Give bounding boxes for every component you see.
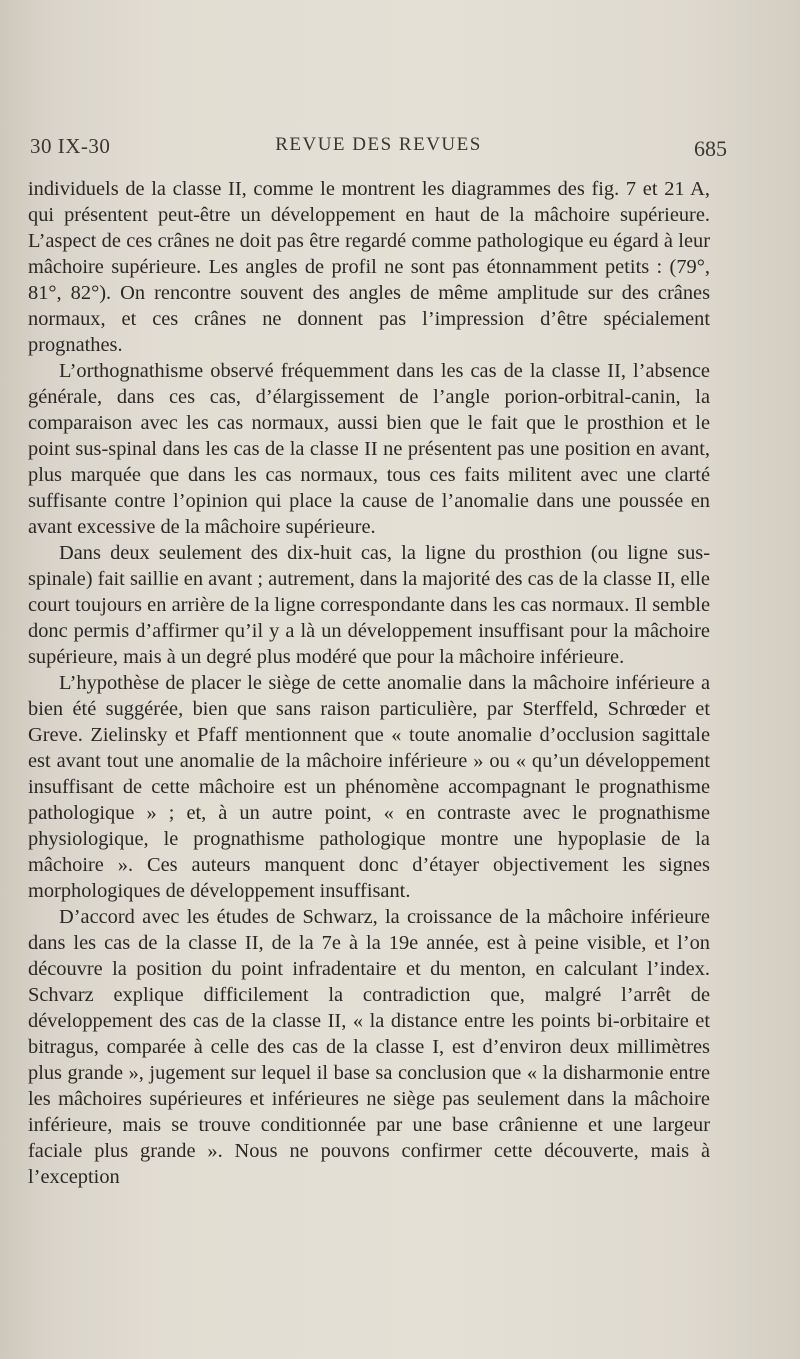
paragraph-schwarz: D’accord avec les études de Schwarz, la croissance de la mâchoire inférieure dans les cas de la classe II, de la 7e à la 19e année, est à peine visible, et l’on découvre la position du point infradentaire et du menton, en calculant l’index. Schvarz explique difficilement la contradiction que, malgré l’arrêt de développement des cas de la classe II, « la distance entre les points bi-orbitaire et bitragus, comparée à celle des cas de la classe I, est d’environ deux millimètres plus grande », jugement sur lequel il base sa conclusion que « la disharmonie entre les mâchoires supérieures et inférieures ne siège pas seulement dans la mâchoire inférieure, mais se trouve conditionnée par une base crânienne et une largeur faciale plus grande ». Nous ne pouvons confirmer cette découverte, mais à l’exception: [28, 906, 710, 1188]
running-title: REVUE DES REVUES: [275, 134, 482, 155]
paragraph-prosthion-line: Dans deux seulement des dix-huit cas, la ligne du prosthion (ou ligne sus-spinale) fait saillie en avant ; autrement, dans la majorité des cas de la classe II, elle court toujours en arrière de la ligne correspondante dans les cas normaux. Il semble donc permis d’affirmer qu’il y a là un développement insuffisant pour la mâchoire supérieure, mais à un degré plus modéré que pour la mâchoire inférieure.: [28, 542, 710, 668]
body-text: [28, 176, 710, 1190]
running-reference: 30 IX-30: [30, 134, 111, 158]
page-header: [30, 134, 727, 164]
paragraph-continuation: individuels de la classe II, comme le montrent les diagrammes des fig. 7 et 21 A, qui présentent peut-être un développement en haut de la mâchoire supérieure. L’aspect de ces crânes ne doit pas être regardé comme pathologique eu égard à leur mâchoire supérieure. Les angles de profil ne sont pas étonnamment petits : (79°, 81°, 82°). On rencontre souvent des angles de même amplitude sur des crânes normaux, et ces crânes ne donnent pas l’impression d’être spécialement prognathes.: [28, 178, 710, 356]
paragraph-hypothese: L’hypothèse de placer le siège de cette anomalie dans la mâchoire inférieure a bien été suggérée, bien que sans raison particulière, par Sterffeld, Schrœder et Greve. Zielinsky et Pfaff mentionnent que « toute anomalie d’occlusion sagittale est avant tout une anomalie de la mâchoire inférieure » ou « qu’un développement insuffisant de cette mâchoire est un phénomène accompagnant le prognathisme pathologique » ; et, à un autre point, « en contraste avec le prognathisme physiologique, le prognathisme pathologique montre une hypoplasie de la mâchoire ». Ces auteurs manquent donc d’étayer objectivement les signes morphologiques de développement insuffisant.: [28, 672, 710, 902]
paragraph-orthognathisme: L’orthognathisme observé fréquemment dans les cas de la classe II, l’absence générale, dans ces cas, d’élargissement de l’angle porion-orbitral-canin, la comparaison avec les cas normaux, aussi bien que le fait que le prosthion et le point sus-spinal dans les cas de la classe II ne présentent pas une position en avant, plus marquée que dans les cas normaux, tous ces faits militent avec une clarté suffisante contre l’opinion qui place la cause de l’anomalie dans une poussée en avant excessive de la mâchoire supérieure.: [28, 360, 710, 538]
page-number: 685: [694, 136, 727, 161]
